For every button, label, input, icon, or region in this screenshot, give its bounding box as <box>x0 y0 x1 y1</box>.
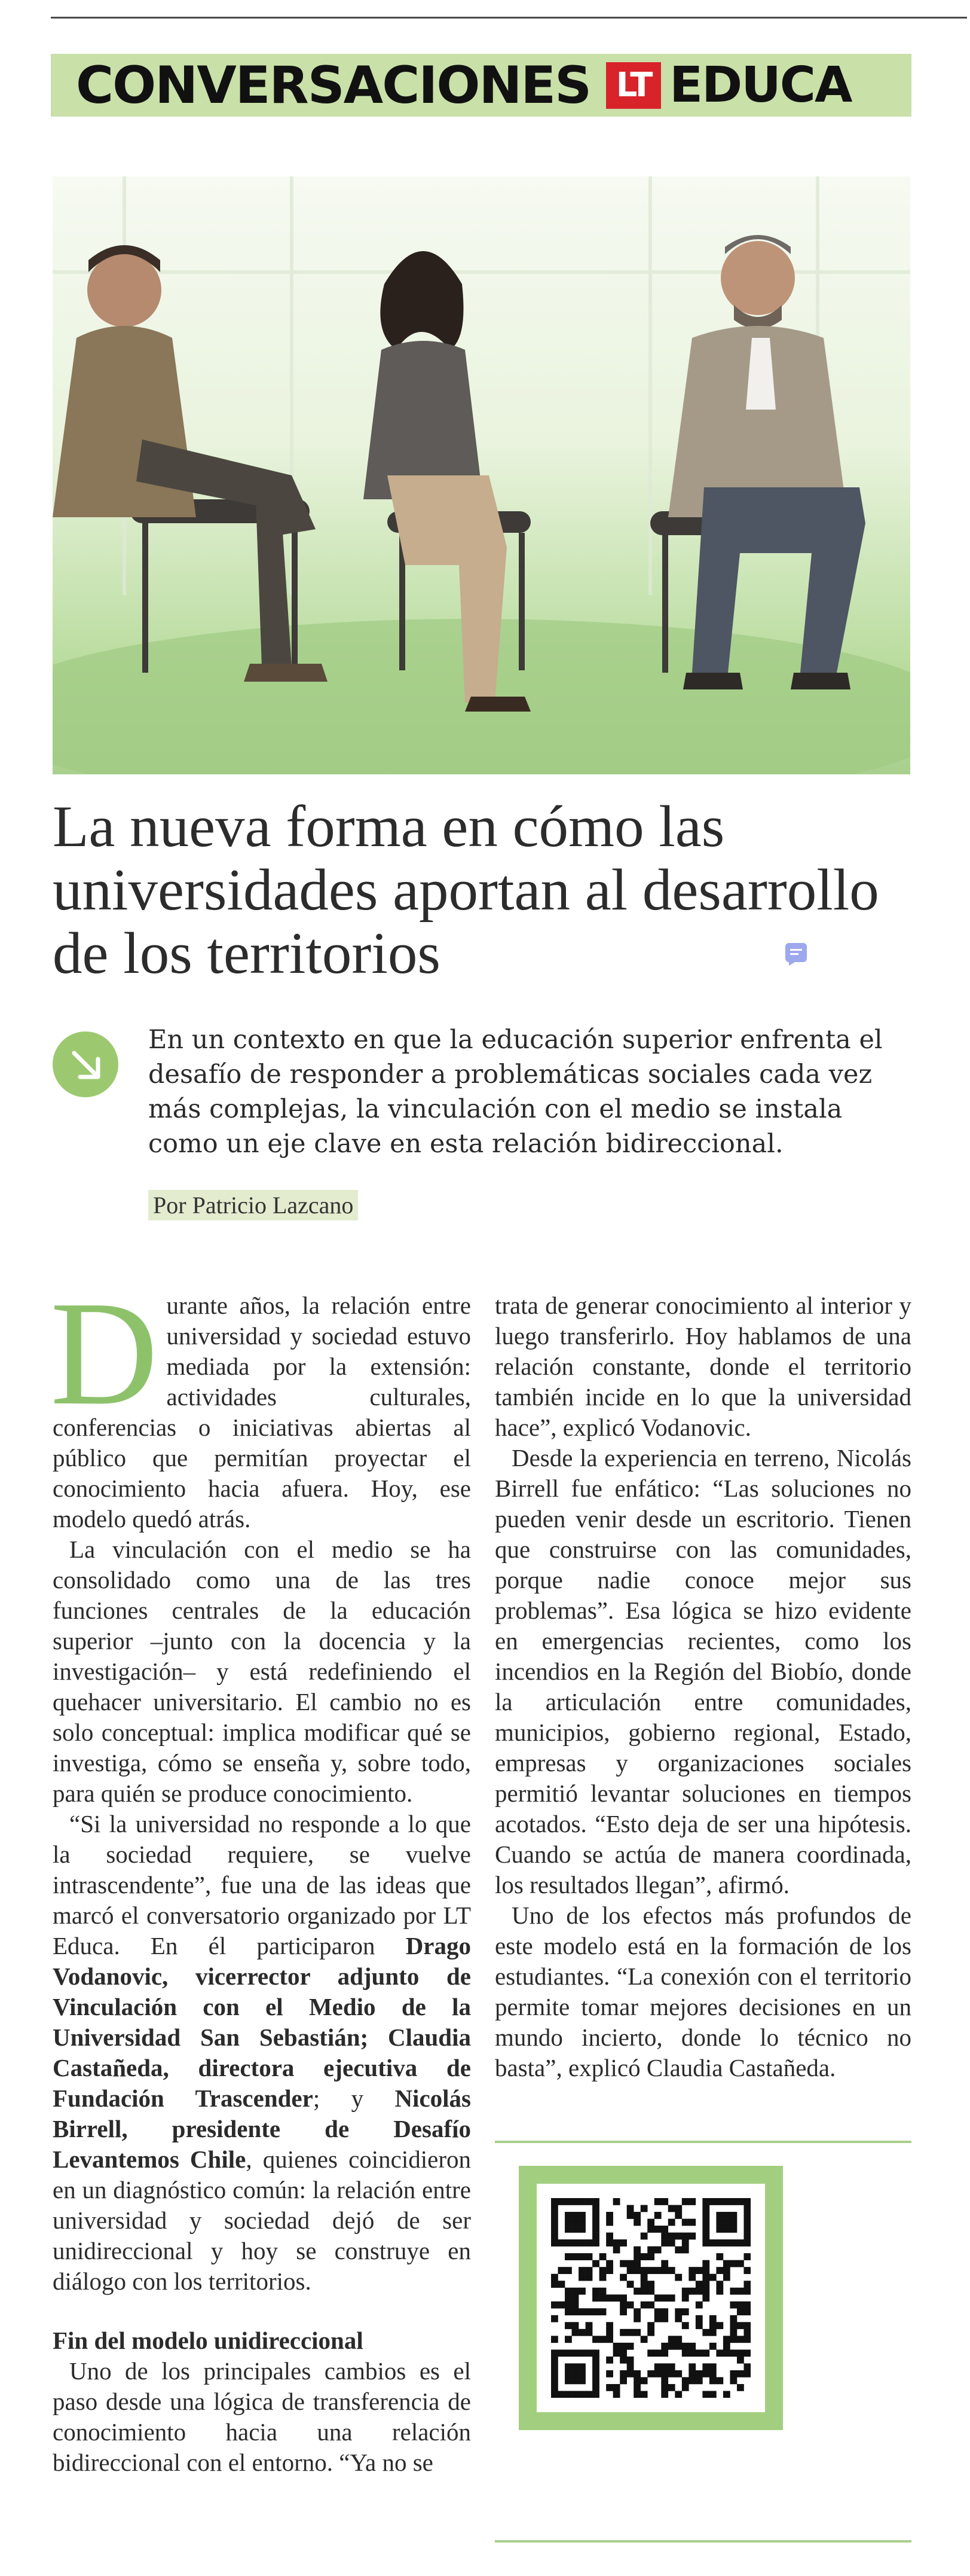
paragraph: La vinculación con el medio se ha consolidado como una de las tres funciones centrales de la educación superior –junto con la docencia y la investigación– y está redefiniendo el quehacer universitario. El cambio no es solo conceptual: implica modificar qué se investiga, cómo se enseña y, sobre todo, para quién se produce conocimiento. <box>53 1536 471 1807</box>
top-rule <box>51 17 967 19</box>
article-deck: En un contexto en que la educación superior enfrenta el desafío de responder a problemáticas sociales cada vez más complejas, la vinculación con el medio se instala como un eje clave en esta relación bidireccional. <box>148 1025 883 1159</box>
paragraph: Uno de los efectos más profundos de este modelo está en la formación de los estudiantes. “La conexión con el territorio permite tomar mejores decisiones en un mundo incierto, donde lo técnico no basta”, explicó Claudia Castañeda. <box>495 1902 911 2081</box>
section-title: CONVERSACIONES <box>76 55 591 115</box>
article-column-left <box>50 1271 471 2478</box>
panel-illustration <box>53 176 910 774</box>
qr-code-icon[interactable] <box>551 2198 751 2398</box>
headline: La nueva forma en cómo las universidades aportan al desarrollo de los territorios <box>53 794 879 986</box>
panel-photo <box>53 176 910 774</box>
drop-cap: D <box>50 1271 158 1436</box>
arrow-down-right-icon <box>53 1031 118 1097</box>
brand-educa: EDUCA <box>669 57 852 114</box>
byline: Por Patricio Lazcano <box>148 1190 358 1220</box>
article-column-right <box>495 1290 911 2083</box>
lt-logo: LT <box>606 62 661 109</box>
paragraph: trata de generar conocimiento al interior y luego transferirlo. Hoy hablamos de una relación constante, donde el territorio también incide en lo que la universidad hace”, explicó Vodanovic. <box>495 1292 911 1441</box>
qr-code-frame[interactable] <box>519 2166 783 2430</box>
paragraph: Uno de los principales cambios es el paso desde una lógica de transferencia de conocimiento hacia una relación bidireccional con el entorno. “Ya no se <box>53 2357 471 2476</box>
divider <box>495 2540 911 2543</box>
paragraph: “Si la universidad no responde a lo que la sociedad requiere, se vuelve intrascendente”, fue una de las ideas que marcó el conversatorio organizado por LT Educa. En él participaron Drago Vodanovic, vicerrector adjunto de Vinculación con el Medio de la Universidad San Sebastián; Claudia Castañeda, directora ejecutiva de Fundación Trascender; y Nicolás Birrell, presidente de Desafío Levantemos Chile, quienes coincidieron en un diagnóstico común: la relación entre universidad y sociedad dejó de ser unidireccional y hoy se construye en diálogo con los territorios. <box>53 1810 471 2295</box>
paragraph: Durante años, la relación entre universidad y sociedad estuvo mediada por la extensión: actividades culturales, conferencias o iniciativas abiertas al público que permitían proyectar el conocimiento hacia afuera. Hoy, ese modelo quedó atrás. <box>50 1271 471 1533</box>
section-banner <box>51 54 911 117</box>
note-icon[interactable] <box>784 942 809 966</box>
subheading: Fin del modelo unidireccional <box>53 2327 363 2354</box>
paragraph: Desde la experiencia en terreno, Nicolás Birrell fue enfático: “Las soluciones no pueden venir desde un escritorio. Tienen que construirse con las comunidades, porque nadie conoce mejor sus problemas”. Esa lógica se hizo evidente en emergencias recientes, como los incendios en la Región del Biobío, donde la articulación entre comunidades, municipios, gobierno regional, Estado, empresas y organizaciones sociales permitió levantar soluciones en tiempos acotados. “Esto deja de ser una hipótesis. Cuando se actúa de manera coordinada, los resultados llegan”, afirmó. <box>495 1444 911 1899</box>
divider <box>495 2141 911 2143</box>
